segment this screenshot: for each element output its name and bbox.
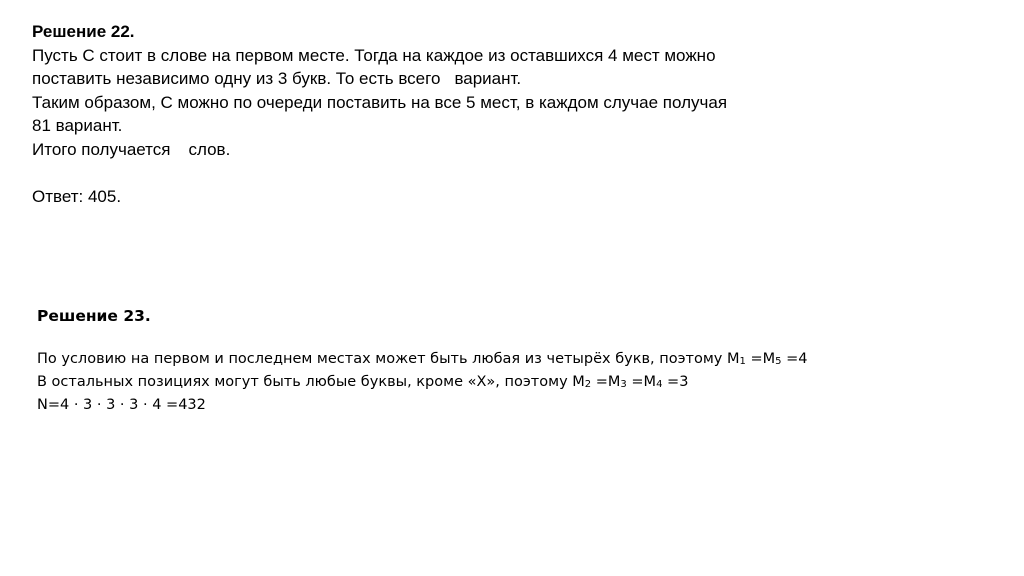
solution-22 [32,20,932,208]
solution-22-line-5-end: слов. [188,139,231,159]
blank-line [32,161,932,185]
subscript-4: 4 [656,379,663,390]
solution-23-formula: N=4 · 3 · 3 · 3 · 4 =432 [37,397,206,413]
subscript-3: 3 [620,379,627,390]
solution-22-line-5 [32,138,932,162]
solution-23-line-2-text: В остальных позициях могут быть любые буквы, кроме «Х», поэтому M [37,374,585,390]
solution-23-title: Решение 23. [37,307,151,325]
solution-23-line-2-end: =3 [662,374,689,390]
subscript-5: 5 [775,356,782,367]
solution-23-line-2-mid-1: =M [591,374,621,390]
solution-22-line-3: Таким образом, С можно по очереди поставить на все 5 мест, в каждом случае получая [32,92,728,112]
solution-23-line-1 [37,348,937,371]
solution-23-line-1-end: =4 [781,351,808,367]
solution-23-line-1-text: По условию на первом и последнем местах может быть любая из четырёх букв, поэтому M [37,351,740,367]
solution-22-line-4: 81 вариант. [32,116,123,135]
solution-22-line-2-end: вариант. [454,69,522,88]
solution-23-line-1-mid: =M [745,351,776,367]
subscript-1: 1 [739,356,746,367]
solution-22-line-2-text: поставить независимо одну из 3 букв. То есть всего [32,69,441,88]
solution-22-line-1: Пусть С стоит в слове на первом месте. Тогда на каждое из оставшихся 4 мест можно [32,45,716,65]
solution-23-line-2-mid-2: =M [626,374,657,390]
solution-22-title: Решение 22. [32,22,135,41]
solution-22-line-2 [32,67,932,91]
solution-23-line-2 [37,371,937,394]
subscript-2: 2 [584,379,592,390]
solution-23 [37,305,937,417]
solution-22-line-5-text: Итого получается [32,139,171,159]
solution-22-answer: Ответ: 405. [32,186,122,206]
